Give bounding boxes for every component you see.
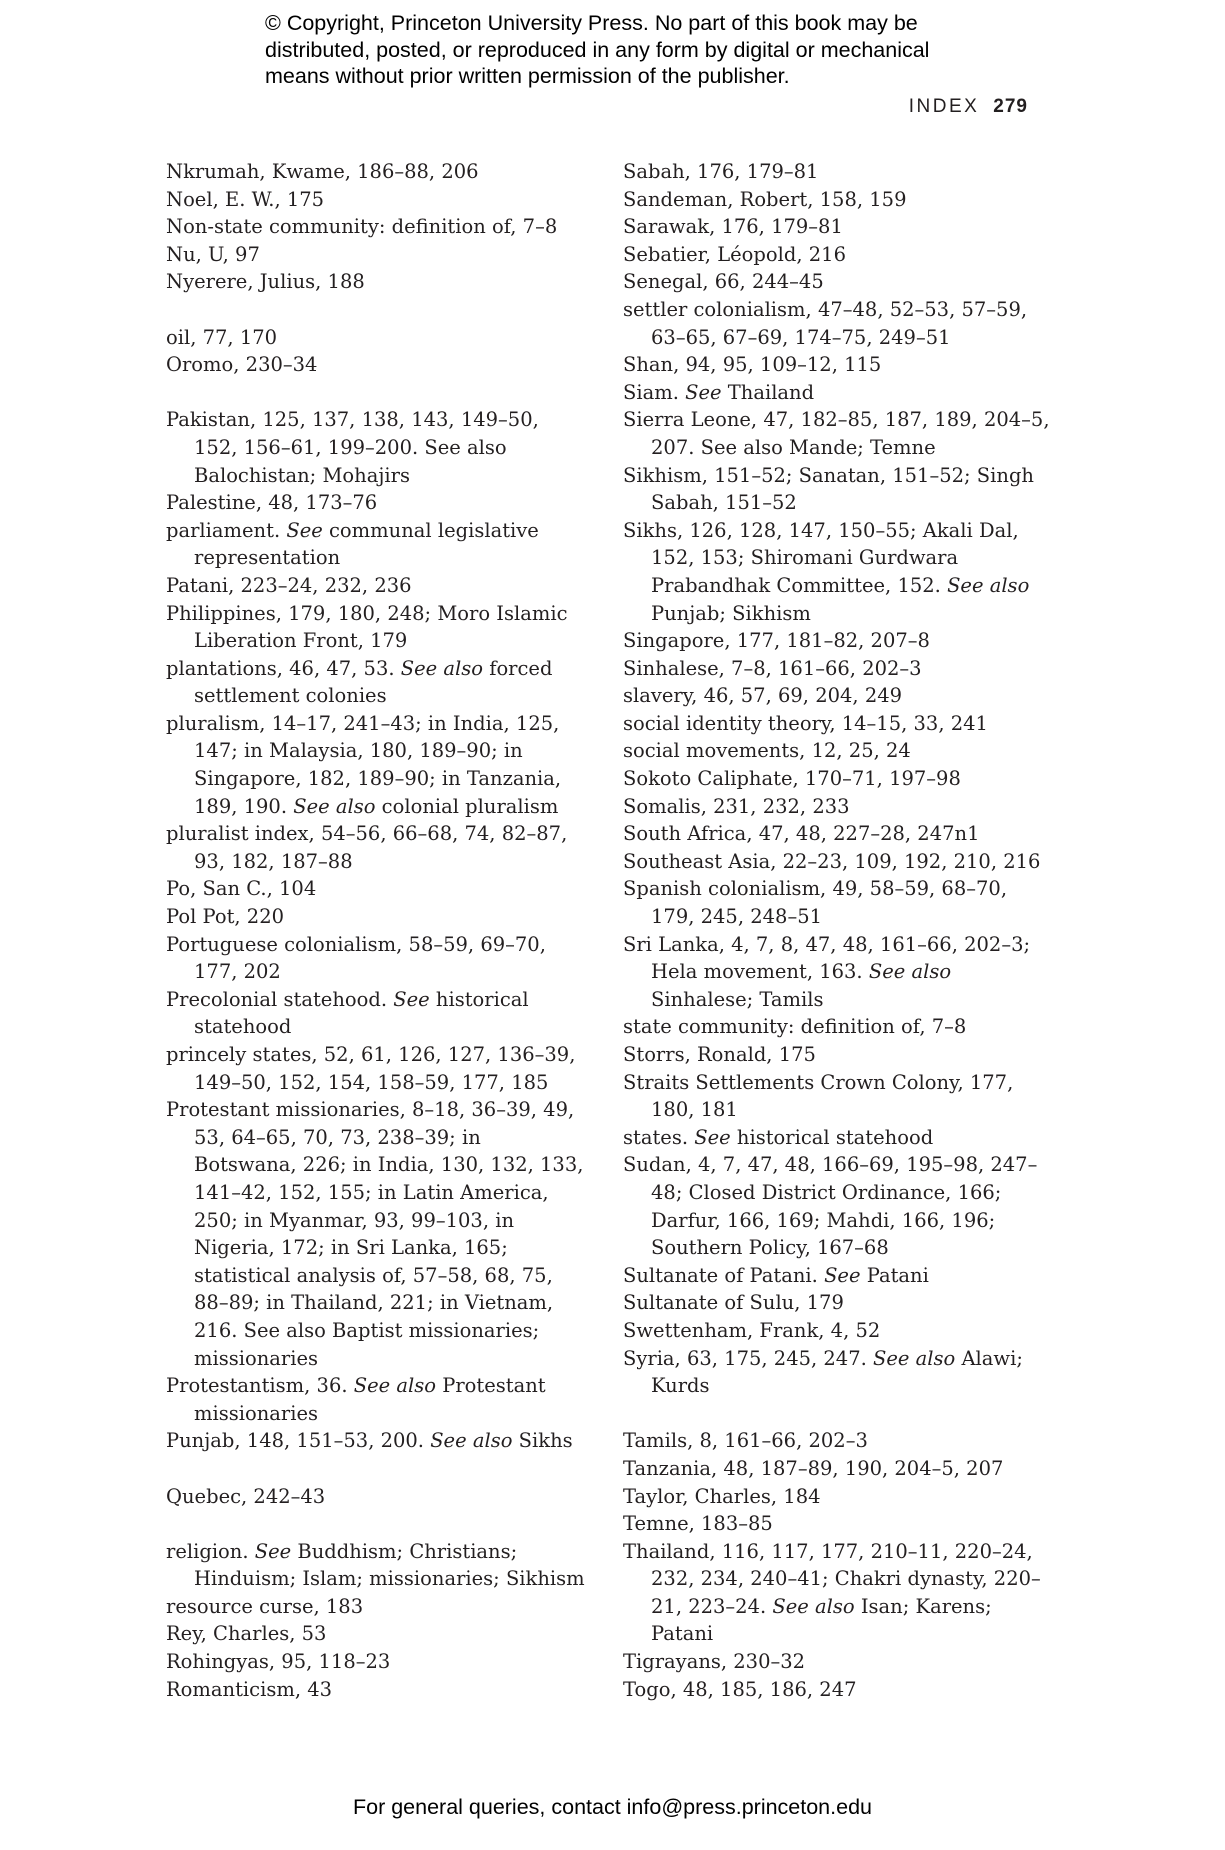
index-entry	[623, 820, 1053, 848]
index-entry	[166, 655, 586, 710]
index-column-right	[623, 158, 1053, 1703]
index-entry	[166, 1427, 586, 1455]
index-entry-text: Isan; Karens; Patani	[651, 1594, 992, 1646]
index-entry-text: Southeast Asia, 22–23, 109, 192, 210, 216	[623, 849, 1041, 873]
cross-reference-term: See	[393, 987, 430, 1011]
index-entry-text: Sri Lanka, 4, 7, 8, 47, 48, 161–66, 202–3; Hela movement, 163.	[623, 932, 1031, 984]
index-entry-text: historical statehood	[730, 1125, 934, 1149]
letter-group-gap	[623, 1400, 1053, 1428]
index-entry	[166, 1676, 586, 1704]
index-entry	[623, 1510, 1053, 1538]
index-entry	[166, 489, 586, 517]
index-entry-text: Sarawak, 176, 179–81	[623, 215, 843, 239]
cross-reference-term: See also	[868, 960, 952, 984]
index-entry	[623, 1289, 1053, 1317]
index-entry-text: Protestantism, 36.	[166, 1374, 354, 1398]
letter-group-gap	[166, 379, 586, 407]
copyright-line: © Copyright, Princeton University Press. No part of this book may be	[265, 11, 918, 35]
index-entry	[623, 1013, 1053, 1041]
index-entry	[166, 351, 586, 379]
index-entry-text: resource curse, 183	[166, 1594, 364, 1618]
index-entry-text: Swettenham, Frank, 4, 52	[623, 1318, 881, 1342]
index-entry	[166, 1538, 586, 1593]
index-entry	[623, 875, 1053, 930]
index-entry-text: Tigrayans, 230–32	[623, 1650, 806, 1674]
index-entry-text: Somalis, 231, 232, 233	[623, 794, 850, 818]
index-entry-text: Storrs, Ronald, 175	[623, 1043, 816, 1066]
index-entry-text: Sikhs, 126, 128, 147, 150–55; Akali Dal, 152, 153; Shiromani Gurdwara Prabandhak Committee, 152.	[623, 518, 1019, 597]
index-entry	[623, 158, 1053, 186]
index-entry-text: plantations, 46, 47, 53.	[166, 656, 401, 680]
index-entry-text: historical statehood	[194, 987, 529, 1039]
index-entry-text: slavery, 46, 57, 69, 204, 249	[623, 684, 903, 708]
letter-group-gap	[166, 296, 586, 324]
running-head	[909, 96, 1028, 118]
index-entry-text: Punjab; Sikhism	[651, 601, 811, 625]
index-entry	[166, 158, 586, 186]
cross-reference-term: See also	[430, 1429, 513, 1453]
index-entry	[623, 737, 1053, 765]
index-entry-text: Patani	[860, 1263, 929, 1287]
index-entry-text: oil, 77, 170	[166, 325, 278, 349]
copyright-line: means without prior written permission of the publisher.	[265, 64, 790, 88]
index-entry-text: Temne, 183–85	[623, 1512, 773, 1536]
index-entry-text: princely states, 52, 61, 126, 127, 136–39, 149–50, 152, 154, 158–59, 177, 185	[166, 1043, 576, 1094]
index-entry	[166, 903, 586, 931]
index-entry	[623, 765, 1053, 793]
index-entry-text: Sebatier, Léopold, 216	[623, 242, 846, 266]
index-entry-text: Shan, 94, 95, 109–12, 115	[623, 353, 882, 377]
index-entry-text: Philippines, 179, 180, 248; Moro Islamic Liberation Front, 179	[166, 601, 568, 653]
index-entry-text: social movements, 12, 25, 24	[623, 739, 911, 763]
index-column-left	[166, 158, 586, 1703]
index-entry-text: Togo, 48, 185, 186, 247	[623, 1677, 857, 1701]
index-entry	[623, 1317, 1053, 1345]
index-entry-text: Oromo, 230–34	[166, 353, 318, 377]
cross-reference-term: See	[685, 380, 722, 404]
index-entry	[166, 820, 586, 875]
index-entry-text: state community: definition of, 7–8	[623, 1015, 967, 1039]
index-entry-text: Sandeman, Robert, 158, 159	[623, 187, 907, 211]
copyright-line: distributed, posted, or reproduced in any form by digital or mechanical	[265, 37, 930, 62]
index-entry	[623, 710, 1053, 738]
index-entry-text: Siam.	[623, 380, 686, 404]
index-entry-text: Rohingyas, 95, 118–23	[166, 1650, 391, 1674]
running-head-label: INDEX	[908, 96, 980, 117]
cross-reference-term: See	[254, 1539, 292, 1563]
letter-group-gap	[166, 1510, 586, 1538]
index-entry-text: settler colonialism, 47–48, 52–53, 57–59, 63–65, 67–69, 174–75, 249–51	[623, 297, 1028, 349]
index-entry	[166, 186, 586, 214]
index-entry	[166, 875, 586, 903]
index-entry	[623, 517, 1053, 627]
index-entry-text: Protestant missionaries, 8–18, 36–39, 49, 53, 64–65, 70, 73, 238–39; in Botswana, 226; in India, 130, 132, 133, 141–42, 152, 155; in Latin America, 250; in Myanmar, 93, 99–103, in Nigeria, 172; in Sri Lanka, 165; statistical analysis of, 57–58, 68, 75, 88–89; in Thailand, 221; in Vietnam, 216. See also Baptist missionaries; missionaries	[166, 1098, 584, 1370]
index-entry-text: Thailand, 116, 117, 177, 210–11, 220–24, 232, 234, 240–41; Chakri dynasty, 220–21, 223–24.	[623, 1539, 1041, 1618]
index-entry	[623, 1262, 1053, 1290]
index-entry	[166, 1648, 586, 1676]
index-entry-text: Portuguese colonialism, 58–59, 69–70, 177, 202	[166, 932, 546, 984]
index-entry-text: Quebec, 242–43	[166, 1484, 326, 1508]
letter-group-gap	[166, 1455, 586, 1483]
index-entry-text: Punjab, 148, 151–53, 200.	[166, 1429, 431, 1453]
index-entry-text: Nu, U, 97	[166, 242, 260, 266]
index-entry	[623, 1427, 1053, 1455]
cross-reference-term: See	[694, 1125, 731, 1149]
index-entry	[623, 1151, 1053, 1261]
index-entry	[623, 931, 1053, 1014]
index-entry-text: Patani, 223–24, 232, 236	[166, 573, 412, 597]
index-entry-text: Sikhs	[512, 1429, 573, 1453]
index-entry	[166, 213, 586, 241]
index-entry-text: Sinhalese, 7–8, 161–66, 202–3	[623, 656, 922, 680]
index-entry-text: Sultanate of Sulu, 179	[623, 1291, 844, 1315]
index-entry	[623, 1483, 1053, 1511]
index-entry-text: South Africa, 47, 48, 227–28, 247n1	[623, 822, 980, 846]
index-entry-text: Romanticism, 43	[166, 1677, 333, 1701]
index-entry	[166, 1593, 586, 1621]
index-entry	[623, 406, 1053, 461]
index-entry-text: Spanish colonialism, 49, 58–59, 68–70, 179, 245, 248–51	[623, 877, 1008, 929]
index-entry-text: Palestine, 48, 173–76	[166, 491, 378, 515]
index-entry	[166, 572, 586, 600]
index-entry	[623, 186, 1053, 214]
index-entry-text: Taylor, Charles, 184	[623, 1484, 821, 1508]
index-entry-text: Straits Settlements Crown Colony, 177, 180, 181	[623, 1070, 1014, 1122]
index-entry	[166, 1483, 586, 1511]
index-entry-text: Po, San C., 104	[166, 877, 317, 901]
index-entry-text: Alawi; Kurds	[651, 1346, 1023, 1398]
index-entry	[623, 1538, 1053, 1648]
index-entry	[623, 627, 1053, 655]
footer-contact: For general queries, contact info@press.princeton.edu	[352, 1795, 872, 1819]
index-entry	[623, 1124, 1053, 1152]
index-entry	[623, 213, 1053, 241]
index-entry	[166, 1372, 586, 1427]
index-entry-text: Protestant missionaries	[194, 1374, 546, 1425]
index-entry	[623, 462, 1053, 517]
index-entry-text: social identity theory, 14–15, 33, 241	[623, 711, 988, 735]
cross-reference-term: See also	[353, 1374, 437, 1398]
index-entry-text: forced settlement colonies	[194, 656, 553, 708]
cross-reference-term: See also	[947, 573, 1030, 597]
index-entry-text: Syria, 63, 175, 245, 247.	[623, 1346, 874, 1370]
index-entry-text: Sabah, 176, 179–81	[623, 160, 819, 183]
index-entry-text: religion.	[166, 1539, 255, 1563]
index-entry-text: Thailand	[721, 380, 815, 404]
index-entry	[166, 241, 586, 269]
index-entry-text: Tanzania, 48, 187–89, 190, 204–5, 207	[623, 1456, 1004, 1480]
index-entry	[623, 682, 1053, 710]
index-entry	[623, 268, 1053, 296]
index-entry-text: states.	[623, 1125, 695, 1149]
index-entry-text: Tamils, 8, 161–66, 202–3	[623, 1429, 868, 1453]
cross-reference-term: See	[824, 1263, 861, 1287]
index-entry-text: Rey, Charles, 53	[166, 1622, 327, 1646]
index-entry	[166, 517, 586, 572]
index-entry	[623, 1345, 1053, 1400]
index-entry-text: Precolonial statehood.	[166, 987, 394, 1011]
index-entry-text: Senegal, 66, 244–45	[623, 270, 824, 294]
index-entry	[623, 1069, 1053, 1124]
index-entry	[623, 848, 1053, 876]
index-entry-text: Sultanate of Patani.	[623, 1263, 825, 1287]
index-entry-text: Sikhism, 151–52; Sanatan, 151–52; Singh Sabah, 151–52	[623, 463, 1034, 515]
index-entry	[166, 1041, 586, 1096]
index-entry-text: Sinhalese; Tamils	[651, 987, 824, 1011]
index-entry-text: Buddhism; Christians; Hinduism; Islam; missionaries; Sikhism	[194, 1539, 585, 1591]
index-entry	[166, 931, 586, 986]
index-entry	[623, 1676, 1053, 1704]
cross-reference-term: See also	[873, 1346, 956, 1370]
index-entry-text: Pakistan, 125, 137, 138, 143, 149–50, 152, 156–61, 199–200. See also Balochistan; Mohajirs	[166, 408, 539, 487]
index-entry-text: Sudan, 4, 7, 47, 48, 166–69, 195–98, 247–48; Closed District Ordinance, 166; Darfur, 166, 169; Mahdi, 166, 196; Southern Policy, 167–68	[623, 1153, 1038, 1260]
index-entry	[166, 600, 586, 655]
index-entry	[623, 793, 1053, 821]
index-entry	[166, 406, 586, 489]
index-entry-text: Pol Pot, 220	[166, 905, 285, 929]
index-entry-text: colonial pluralism	[375, 794, 559, 818]
page-number: 279	[993, 96, 1028, 117]
index-entry-text: Singapore, 177, 181–82, 207–8	[623, 629, 930, 653]
index-entry-text: Non-state community: definition of, 7–8	[166, 215, 558, 239]
index-entry	[623, 379, 1053, 407]
index-entry	[166, 1620, 586, 1648]
index-entry-text: Sokoto Caliphate, 170–71, 197–98	[623, 767, 961, 791]
index-entry	[623, 241, 1053, 269]
index-entry-text: Noel, E. W., 175	[166, 187, 325, 211]
index-entry	[166, 710, 586, 820]
index-entry	[166, 324, 586, 352]
index-entry-text: Nyerere, Julius, 188	[166, 270, 365, 294]
index-entry	[623, 351, 1053, 379]
cross-reference-term: See also	[293, 794, 376, 818]
index-entry-text: Nkrumah, Kwame, 186–88, 206	[166, 160, 479, 183]
copyright-notice	[265, 10, 1025, 90]
index-entry-text: pluralism, 14–17, 241–43; in India, 125, 147; in Malaysia, 180, 189–90; in Singapore, 182, 189–90; in Tanzania, 189, 190.	[166, 711, 562, 818]
cross-reference-term: See also	[400, 656, 484, 680]
index-entry	[623, 296, 1053, 351]
index-entry-text: communal legislative representation	[194, 518, 539, 570]
index-entry-text: Sierra Leone, 47, 182–85, 187, 189, 204–5, 207. See also Mande; Temne	[623, 408, 1050, 459]
index-entry-text: parliament.	[166, 518, 287, 542]
index-entry	[623, 1455, 1053, 1483]
index-entry	[166, 986, 586, 1041]
index-entry	[623, 655, 1053, 683]
cross-reference-term: See also	[772, 1594, 855, 1618]
index-entry	[166, 1096, 586, 1372]
index-entry	[623, 1648, 1053, 1676]
index-entry	[623, 1041, 1053, 1069]
cross-reference-term: See	[286, 518, 323, 542]
index-entry	[166, 268, 586, 296]
index-entry-text: pluralist index, 54–56, 66–68, 74, 82–87, 93, 182, 187–88	[166, 822, 568, 873]
